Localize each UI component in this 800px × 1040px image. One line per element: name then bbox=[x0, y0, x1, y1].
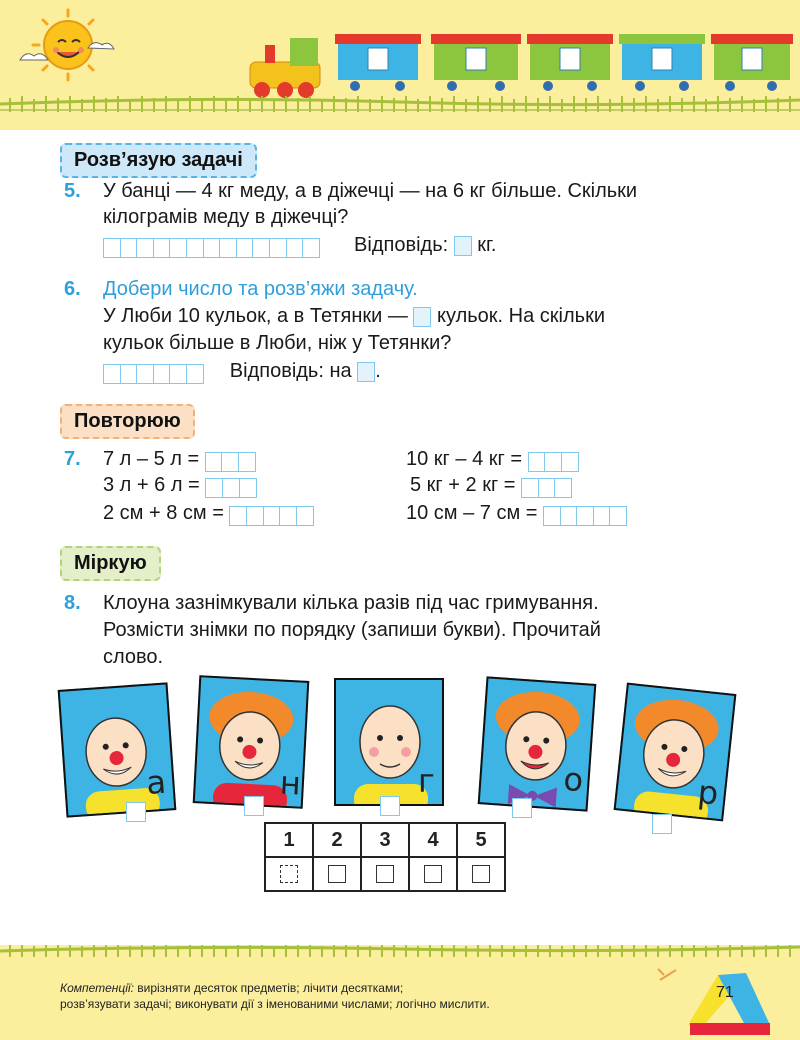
task7-answer-cells[interactable] bbox=[205, 449, 255, 471]
photo-letter: н bbox=[278, 763, 302, 803]
photo-letter: г bbox=[418, 762, 435, 800]
task7-left-2: 3 л + 6 л = bbox=[103, 472, 255, 498]
clown-photo-r bbox=[614, 683, 737, 822]
order-table bbox=[264, 822, 506, 892]
clown-photo-o bbox=[478, 676, 597, 811]
task5-answer-unit: кг. bbox=[477, 234, 497, 256]
task8-line2: Розмісти знімки по порядку (запиши букви). Прочитай bbox=[103, 619, 601, 641]
order-header-cell: 4 bbox=[409, 823, 457, 857]
task6-line1 bbox=[103, 303, 605, 329]
order-header-row bbox=[265, 823, 505, 857]
task7-right-1: 10 кг – 4 кг = bbox=[406, 446, 577, 472]
section-title-think: Міркую bbox=[60, 546, 161, 581]
competencies-line1: Компетенції: вирізняти десяток предметів; лічити десятками; bbox=[60, 981, 404, 995]
photo-answer-box-n[interactable] bbox=[244, 796, 264, 816]
task5-line1: У банці — 4 кг меду, а в діжечці — на 6 кг більше. Скільки bbox=[103, 180, 638, 202]
task6-answer-box[interactable] bbox=[357, 362, 375, 382]
task-number-5: 5. bbox=[64, 180, 81, 202]
task-number-6: 6. bbox=[64, 278, 81, 300]
task7-right-2: 5 кг + 2 кг = bbox=[410, 472, 571, 498]
photo-letter: р bbox=[695, 772, 721, 813]
page-number: 71 bbox=[716, 984, 734, 1001]
task7-right-3: 10 см – 7 см = bbox=[406, 500, 626, 526]
clown-photo-g bbox=[334, 678, 444, 806]
task6-number-box[interactable] bbox=[413, 307, 431, 327]
clown-face-icon bbox=[615, 685, 736, 822]
task6-line2: кульок більше в Люби, ніж у Тетянки? bbox=[103, 332, 452, 354]
task8-line1: Клоуна зазнімкували кілька разів під час гримування. bbox=[103, 592, 599, 614]
task5-solution-cells[interactable] bbox=[103, 235, 319, 257]
page-triangle-icon bbox=[688, 973, 770, 1035]
order-header-cell: 3 bbox=[361, 823, 409, 857]
task7-answer-cells[interactable] bbox=[543, 503, 626, 525]
order-answer-cell[interactable] bbox=[265, 857, 313, 891]
task-number-7: 7. bbox=[64, 448, 81, 470]
dragonfly-icon bbox=[658, 969, 676, 980]
order-answer-cell[interactable] bbox=[361, 857, 409, 891]
task6-solution-cells[interactable] bbox=[103, 361, 203, 383]
train-icon bbox=[250, 34, 793, 98]
task5-line2: кілограмів меду в діжечці? bbox=[103, 206, 349, 228]
task6-instruction: Добери число та розв’яжи задачу. bbox=[103, 278, 418, 300]
task5-answer-row bbox=[103, 232, 496, 258]
header-illustration bbox=[0, 0, 800, 130]
competencies-label: Компетенції: bbox=[60, 981, 134, 995]
order-header-cell: 2 bbox=[313, 823, 361, 857]
task6-line1-start: У Люби 10 кульок, а в Тетянки — bbox=[103, 305, 408, 327]
photo-answer-box-o[interactable] bbox=[512, 798, 532, 818]
task7-answer-cells[interactable] bbox=[521, 475, 571, 497]
photo-answer-box-r[interactable] bbox=[652, 814, 672, 834]
section-title-tasks: Розв’язую задачі bbox=[60, 143, 257, 178]
task7-answer-cells[interactable] bbox=[229, 503, 312, 525]
order-answer-cell[interactable] bbox=[457, 857, 505, 891]
order-answer-cell[interactable] bbox=[313, 857, 361, 891]
photo-letter: а bbox=[145, 762, 168, 802]
competencies-line2: розв’язувати задачі; виконувати дії з іменованими числами; логічно мислити. bbox=[60, 997, 490, 1011]
photo-answer-box-a[interactable] bbox=[126, 802, 146, 822]
order-answer-cell[interactable] bbox=[409, 857, 457, 891]
task7-left-1: 7 л – 5 л = bbox=[103, 446, 255, 472]
task8-line3: слово. bbox=[103, 646, 164, 668]
task7-answer-cells[interactable] bbox=[528, 449, 578, 471]
task-number-8: 8. bbox=[64, 592, 81, 614]
header-decoration bbox=[0, 0, 800, 130]
task6-line1-end: кульок. На скільки bbox=[437, 305, 605, 327]
photo-answer-box-g[interactable] bbox=[380, 796, 400, 816]
task6-answer-label: Відповідь: на bbox=[229, 360, 352, 382]
task6-answer-row bbox=[103, 358, 381, 384]
order-header-cell: 5 bbox=[457, 823, 505, 857]
task5-answer-box[interactable] bbox=[454, 236, 472, 256]
clown-photo-a bbox=[58, 682, 177, 817]
section-title-repeat: Повторюю bbox=[60, 404, 195, 439]
task7-answer-cells[interactable] bbox=[205, 475, 255, 497]
photo-letter: о bbox=[562, 759, 585, 800]
task7-left-3: 2 см + 8 см = bbox=[103, 500, 313, 526]
order-answer-row bbox=[265, 857, 505, 891]
task5-answer-label: Відповідь: bbox=[354, 234, 449, 256]
order-header-cell: 1 bbox=[265, 823, 313, 857]
clown-photo-n bbox=[193, 675, 310, 809]
task6-answer-end: . bbox=[375, 360, 381, 382]
